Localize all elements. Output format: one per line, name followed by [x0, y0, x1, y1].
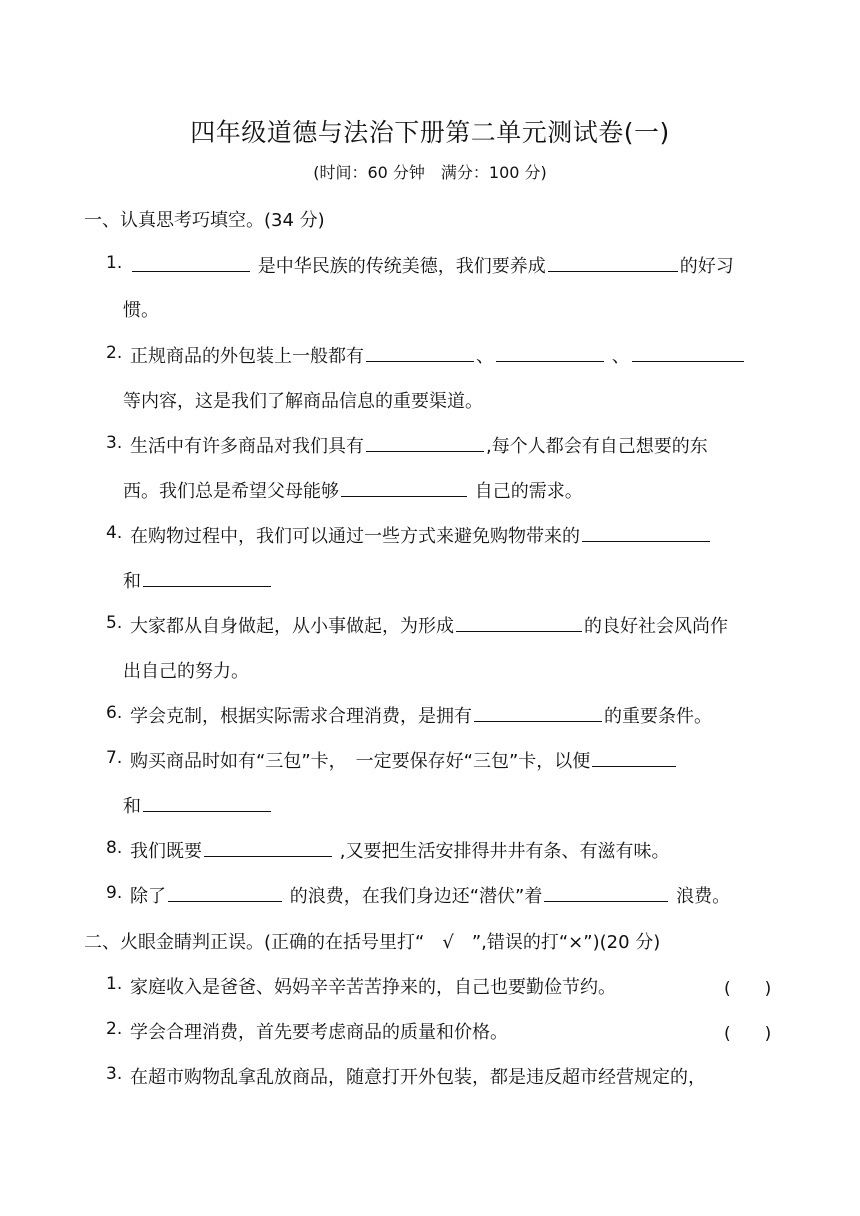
- q3-number: 3.: [106, 433, 123, 453]
- q8-text-b: ,又要把生活安排得井井有条、有滋有味。: [339, 841, 670, 862]
- answer-blank[interactable]: [204, 855, 332, 857]
- q1-text-b: 的好习: [679, 256, 734, 277]
- question-7: [130, 747, 678, 773]
- answer-blank[interactable]: [548, 270, 678, 272]
- section-2-heading: 二、火眼金睛判正误。(正确的在括号里打“ √ ”,错误的打“×”)(20 分): [84, 932, 661, 953]
- tf1-number: 1.: [106, 974, 123, 994]
- q2-sep1: 、: [476, 346, 494, 367]
- q2-text-a: 正规商品的外包装上一般都有: [130, 346, 364, 367]
- tf3-number: 3.: [106, 1064, 123, 1084]
- tf2-number: 2.: [106, 1019, 123, 1039]
- answer-blank[interactable]: [143, 585, 271, 587]
- question-1: [130, 252, 734, 278]
- answer-blank[interactable]: [132, 270, 250, 272]
- answer-blank[interactable]: [582, 540, 710, 542]
- q6-number: 6.: [106, 703, 123, 723]
- answer-blank[interactable]: [143, 810, 271, 812]
- page-title: 四年级道德与法治下册第二单元测试卷(一): [190, 118, 670, 147]
- answer-blank[interactable]: [366, 450, 484, 452]
- page-subtitle: (时间：60 分钟 满分：100 分): [313, 163, 547, 182]
- tf-question-3: 在超市购物乱拿乱放商品，随意打开外包装，都是违反超市经营规定的，: [130, 1067, 706, 1088]
- q9-text-c: 浪费。: [676, 886, 731, 907]
- answer-blank[interactable]: [341, 495, 467, 497]
- tf-question-2: 学会合理消费，首先要考虑商品的质量和价格。: [130, 1022, 508, 1043]
- answer-blank[interactable]: [456, 630, 582, 632]
- question-7-line2: [123, 792, 273, 818]
- q1-number: 1.: [106, 253, 123, 273]
- answer-parentheses[interactable]: ( ): [724, 979, 772, 999]
- q9-number: 9.: [106, 883, 123, 903]
- q9-text-a: 除了: [130, 886, 166, 907]
- answer-blank[interactable]: [366, 360, 474, 362]
- q5-text-a: 大家都从自身做起，从小事做起，为形成: [130, 616, 454, 637]
- question-3: [130, 432, 708, 458]
- q3-text-c: 西。我们总是希望父母能够: [123, 481, 339, 502]
- question-8: [130, 837, 669, 863]
- q5-text-b: 的良好社会风尚作: [584, 616, 728, 637]
- q8-text-a: 我们既要: [130, 841, 202, 862]
- answer-blank[interactable]: [474, 720, 602, 722]
- section-1-heading: 一、认真思考巧填空。(34 分): [84, 210, 325, 231]
- question-9: [130, 882, 730, 908]
- q8-number: 8.: [106, 838, 123, 858]
- q5-number: 5.: [106, 613, 123, 633]
- q4-number: 4.: [106, 523, 123, 543]
- question-6: [130, 702, 712, 728]
- q5-line2: 出自己的努力。: [123, 661, 249, 682]
- q2-line2: 等内容，这是我们了解商品信息的重要渠道。: [123, 391, 483, 412]
- question-2: [130, 342, 746, 368]
- q6-text-b: 的重要条件。: [604, 706, 712, 727]
- q6-text-a: 学会克制，根据实际需求合理消费，是拥有: [130, 706, 472, 727]
- q9-text-b: 的浪费，在我们身边还“潜伏”着: [289, 886, 543, 907]
- answer-parentheses[interactable]: ( ): [724, 1024, 772, 1044]
- question-5: [130, 612, 728, 638]
- q4-text-b: 和: [123, 571, 141, 592]
- answer-blank[interactable]: [632, 360, 744, 362]
- q2-sep2: 、: [611, 346, 630, 367]
- q1-text-a: 是中华民族的传统美德，我们要养成: [257, 256, 546, 277]
- question-4: [130, 522, 712, 548]
- q7-text-b: 和: [123, 796, 141, 817]
- q3-text-d: 自己的需求。: [474, 481, 583, 502]
- answer-blank[interactable]: [544, 900, 668, 902]
- q7-text-a: 购买商品时如有“三包”卡， 一定要保存好“三包”卡，以便: [130, 751, 591, 772]
- question-3-line2: [123, 477, 583, 503]
- answer-blank[interactable]: [592, 765, 676, 767]
- q3-text-a: 生活中有许多商品对我们具有: [130, 436, 364, 457]
- answer-blank[interactable]: [496, 360, 604, 362]
- question-4-line2: [123, 567, 273, 593]
- q7-number: 7.: [106, 748, 123, 768]
- q4-text-a: 在购物过程中，我们可以通过一些方式来避免购物带来的: [130, 526, 580, 547]
- q2-number: 2.: [106, 343, 123, 363]
- tf-question-1: 家庭收入是爸爸、妈妈辛辛苦苦挣来的，自己也要勤俭节约。: [130, 977, 616, 998]
- q1-line2: 惯。: [123, 300, 159, 321]
- q3-text-b: ,每个人都会有自己想要的东: [486, 436, 708, 457]
- answer-blank[interactable]: [168, 900, 282, 902]
